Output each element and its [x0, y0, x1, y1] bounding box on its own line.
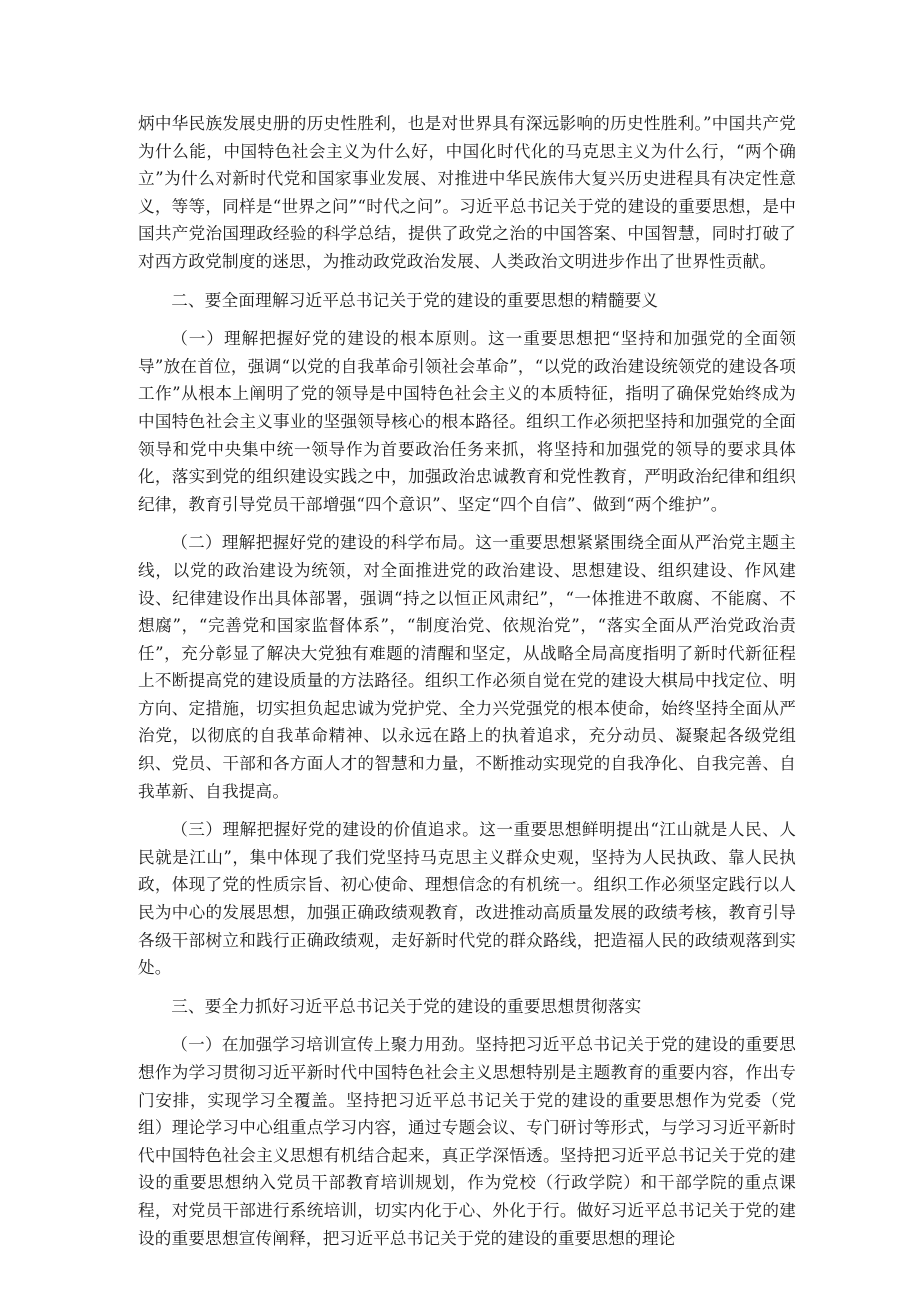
- paragraph-layout: （二）理解把握好党的建设的科学布局。这一重要思想紧紧围绕全面从严治党主题主线，以党的政治建设为统领，对全面推进党的政治建设、思想建设、组织建设、作风建设、纪律建设作出具体部署，强调“持之以恒正风肃纪”，“一体推进不敢腐、不能腐、不想腐”，“完善党和国家监督体系”，“制度治党、依规治党”，“落实全面从严治党政治责任”，充分彰显了解决大党独有难题的清醒和坚定，从战略全局高度指明了新时代新征程上不断提高党的建设质量的方法路径。组织工作必须自觉在党的建设大棋局中找定位、明方向、定措施，切实担负起忠诚为党护党、全力兴党强党的根本使命，始终坚持全面从严治党，以彻底的自我革命精神、以永远在路上的执着追求，充分动员、凝聚起各级党组织、党员、干部和各方面人才的智慧和力量，不断推动实现党的自我净化、自我完善、自我革新、自我提高。: [138, 533, 796, 801]
- document-body: [138, 110, 796, 1263]
- paragraph-intro-continuation: 炳中华民族发展史册的历史性胜利，也是对世界具有深远影响的历史性胜利。”中国共产党为什么能，中国特色社会主义为什么好，中国化时代化的马克思主义为什么行，“两个确立”为什么对新时代党和国家事业发展、对推进中华民族伟大复兴历史进程具有决定性意义，等等，同样是“世界之问”“时代之问”。习近平总书记关于党的建设的重要思想，是中国共产党治国理政经验的科学总结，提供了政党之治的中国答案、中国智慧，同时打破了对西方政党制度的迷思，为推动政党政治发展、人类政治文明进步作出了世界性贡献。: [138, 114, 796, 271]
- paragraph-value: （三）理解把握好党的建设的价值追求。这一重要思想鲜明提出“江山就是人民、人民就是江山”，集中体现了我们党坚持马克思主义群众史观，坚持为人民执政、靠人民执政，体现了党的性质宗旨、初心使命、理想信念的有机统一。组织工作必须坚定践行以人民为中心的发展思想，加强正确政绩观教育，改进推动高质量发展的政绩考核，教育引导各级干部树立和践行正确政绩观，走好新时代党的群众路线，把造福人民的政绩观落到实处。: [138, 820, 796, 978]
- section-heading-3: 三、要全力抓好习近平总书记关于党的建设的重要思想贯彻落实: [171, 996, 642, 1016]
- paragraph-study-training: （一）在加强学习培训宣传上聚力用劲。坚持把习近平总书记关于党的建设的重要思想作为学习贯彻习近平新时代中国特色社会主义思想特别是主题教育的重要内容，作出专门安排，实现学习全覆盖。坚持把习近平总书记关于党的建设的重要思想作为党委（党组）理论学习中心组重点学习内容，通过专题会议、专门研讨等形式，与学习习近平新时代中国特色社会主义思想有机结合起来，真正学深悟透。坚持把习近平总书记关于党的建设的重要思想纳入党员干部教育培训规划，作为党校（行政学院）和干部学院的重点课程，对党员干部进行系统培训，切实内化于心、外化于行。做好习近平总书记关于党的建设的重要思想宣传阐释，把习近平总书记关于党的建设的重要思想的理论: [138, 1035, 796, 1248]
- paragraph-principle: （一）理解把握好党的建设的根本原则。这一重要思想把“坚持和加强党的全面领导”放在首位，强调“以党的自我革命引领社会革命”，“以党的政治建设统领党的建设各项工作”从根本上阐明了党的领导是中国特色社会主义的本质特征，指明了确保党始终成为中国特色社会主义事业的坚强领导核心的根本路径。组织工作必须把坚持和加强党的全面领导和党中央集中统一领导作为首要政治任务来抓，将坚持和加强党的领导的要求具体化，落实到党的组织建设实践之中，加强政治忠诚教育和党性教育，严明政治纪律和组织纪律，教育引导党员干部增强“四个意识”、坚定“四个自信”、做到“两个维护”。: [138, 329, 796, 514]
- section-heading-2: 二、要全面理解习近平总书记关于党的建设的重要思想的精髓要义: [171, 290, 659, 310]
